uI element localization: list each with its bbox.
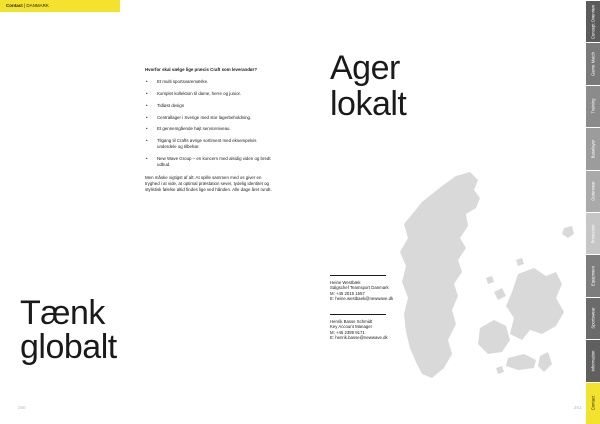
section-tag-country: | DANMARK	[22, 3, 49, 8]
tab-label: Game Match	[590, 52, 596, 77]
left-headline	[20, 296, 117, 364]
divider	[330, 314, 386, 315]
tab-label: Sportswear	[590, 307, 596, 330]
tab-label: Concept Overview	[590, 4, 596, 39]
bullet-icon: •	[146, 138, 148, 144]
contacts	[330, 275, 400, 353]
section-tag-bold: Contact	[6, 3, 23, 8]
contact-title: Salgschef Teamsport Danmark	[330, 285, 389, 291]
bullet-icon: •	[146, 91, 148, 96]
list-item: • Tilgang til Crafts øvrige sortiment med eksempelvis underdele og tilbehør.	[146, 138, 257, 150]
bullet-icon: •	[146, 79, 148, 85]
benefits-list	[145, 79, 277, 168]
page-number-right: 261	[574, 405, 582, 410]
contact-email[interactable]: E: henrik.basse@newwave.dk	[330, 335, 388, 341]
tab-label: Baselayer	[590, 139, 596, 159]
tab-label: Equipment	[590, 266, 596, 287]
bullet-icon: •	[146, 114, 148, 120]
contact-phone: M: +45 2015 1557	[330, 290, 365, 296]
tab-label: Outerwear	[590, 181, 596, 202]
section-tag	[0, 0, 120, 12]
list-item: • Centrallager i Sverige med stor lagerbeholdning.	[146, 114, 252, 120]
contact-card	[330, 314, 400, 341]
page-number-left: 260	[18, 405, 26, 410]
left-headline-line2: globalt	[20, 328, 117, 366]
tab-protection[interactable]	[586, 212, 600, 254]
denmark-map-icon	[396, 168, 576, 388]
contact-name: Henrik Basse Schmidt	[330, 318, 373, 324]
bullet-icon: •	[146, 126, 148, 132]
tab-label: Protection	[590, 224, 596, 244]
closing-paragraph: Men måske vigtigst af alt: At spille sammen med os giver en tryghed i at vide, at optimal præstation sever, tydelig identitet og stylistisk følelse altid findes lige ved hånden. Alle dage året rundt.	[145, 174, 272, 192]
left-headline-line1: Tænk	[20, 294, 105, 332]
contact-phone: M: +45 2389 9171	[330, 329, 365, 335]
right-headline-line1: Ager	[330, 49, 400, 87]
tab-information[interactable]	[586, 339, 600, 381]
body-content	[145, 67, 277, 193]
tab-baselayer[interactable]	[586, 127, 600, 169]
bullet-icon: •	[146, 102, 148, 108]
contact-card	[330, 275, 400, 302]
list-item: • Tidløst design	[146, 102, 185, 108]
tab-equipment[interactable]	[586, 254, 600, 296]
contact-email[interactable]: E: heine.westbaek@newwave.dk	[330, 296, 394, 302]
divider	[330, 275, 386, 276]
tab-sportswear[interactable]	[586, 297, 600, 339]
bullet-icon: •	[146, 156, 148, 162]
tab-label: Information	[590, 350, 596, 372]
list-item: • New Wave Group – en koncern med alsidig viden og bredt udbud.	[146, 156, 271, 168]
tab-outerwear[interactable]	[586, 170, 600, 212]
right-headline-line2: lokalt	[330, 85, 407, 123]
contact-name: Heine Westbæk	[330, 279, 361, 285]
tab-concept-overview[interactable]	[586, 0, 600, 42]
tab-contact[interactable]	[586, 382, 600, 424]
list-item: • Et gennemgående højt serviceniveau.	[146, 126, 231, 132]
tab-training[interactable]	[586, 85, 600, 127]
tab-label: Contact	[590, 396, 596, 411]
right-headline	[330, 50, 406, 122]
list-item: • Et multi sportsvaremærke.	[146, 79, 209, 85]
tab-label: Training	[590, 98, 596, 114]
question-heading: Hvorfor skal vælge lige præcis Craft som leverandør?	[145, 67, 257, 72]
list-item: • Komplet kollektion til dame, herre og junior.	[146, 91, 241, 96]
contact-title: Key Account Manager	[330, 324, 373, 330]
tab-game-match[interactable]	[586, 42, 600, 84]
section-tabs	[586, 0, 600, 424]
